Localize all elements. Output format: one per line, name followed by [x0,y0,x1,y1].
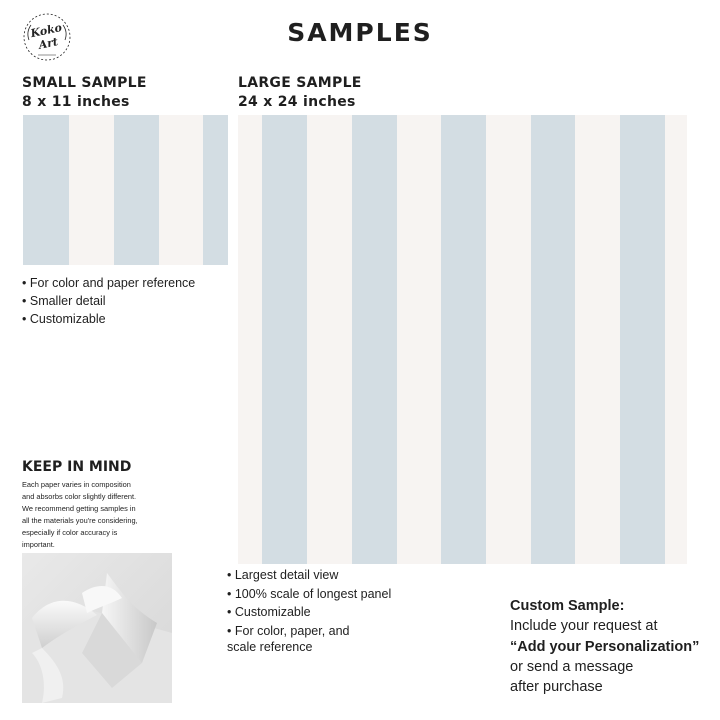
small-sample-bullets [22,274,195,328]
custom-sample-line-2: “Add your Personalization” [510,638,700,655]
custom-sample-note [510,596,699,697]
keep-line-2: and absorbs color slightly different. [22,491,137,501]
stripe [23,115,69,265]
large-bullet-1: • Largest detail view [227,566,391,585]
large-sample-swatch [238,115,687,564]
custom-sample-line-3: or send a message [510,658,634,675]
stripe [203,115,228,265]
stripe [159,115,203,265]
stripe [262,115,307,564]
small-sample-swatch [23,115,228,265]
stripe [665,115,687,564]
stripe [69,115,114,265]
custom-sample-line-4: after purchase [510,679,603,696]
custom-sample-title: Custom Sample: [510,598,625,614]
stripe [397,115,441,564]
keep-line-1: Each paper varies in composition [22,480,131,489]
keep-line-3: We recommend getting samples in [22,503,136,513]
large-sample-title: LARGE SAMPLE [238,75,362,91]
stripe [307,115,352,564]
small-sample-title: SMALL SAMPLE [22,75,147,91]
stripe [352,115,397,564]
svg-text:Art: Art [37,35,60,52]
stripe [575,115,620,564]
stripe [486,115,531,564]
small-bullet-3: • Customizable [22,310,195,328]
stripe [238,115,262,564]
large-bullet-4: • For color, paper, and [227,622,391,641]
large-sample-size: 24 x 24 inches [238,94,356,110]
small-sample-size: 8 x 11 inches [22,94,130,110]
stripe [114,115,159,265]
large-sample-heading [238,74,362,112]
keep-line-5: especially if color accuracy is [22,527,118,537]
large-sample-bullets [227,566,391,640]
large-bullet-2: • 100% scale of longest panel [227,585,391,604]
svg-text:Koko: Koko [29,20,64,41]
keep-line-6: important. [22,539,55,549]
page-title: SAMPLES [287,18,433,47]
keep-in-mind-text [22,479,172,550]
stripe [531,115,575,564]
paper-sheets-photo [22,553,172,703]
large-bullet-4-continuation: scale reference [227,640,313,654]
small-bullet-1: • For color and paper reference [22,274,195,292]
stripe [441,115,486,564]
custom-sample-line-1: Include your request at [510,618,658,635]
small-sample-heading [22,74,147,112]
keep-in-mind-heading: KEEP IN MIND [22,459,132,475]
stripe [620,115,665,564]
small-bullet-2: • Smaller detail [22,292,195,310]
keep-line-4: all the materials you're considering, [22,515,138,525]
large-bullet-3: • Customizable [227,603,391,622]
